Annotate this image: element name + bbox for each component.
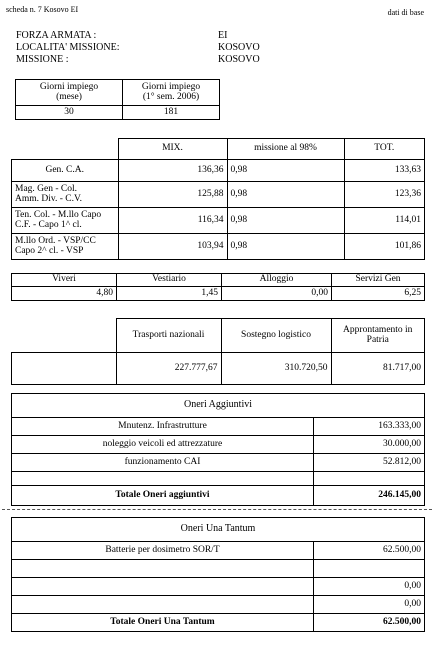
mix-row-label-line2: Capo 2^ cl. - VSP	[15, 245, 84, 256]
alloggio-value: 0,00	[222, 287, 332, 301]
mix-row-tot: 133,63	[344, 160, 425, 182]
oneri-row-label: noleggio veicoli ed attrezzature	[12, 436, 314, 454]
forza-armata-label: FORZA ARMATA :	[16, 30, 97, 41]
oneri-empty-label	[12, 472, 314, 486]
giorni-table	[15, 79, 220, 120]
giorni-mese-header	[16, 80, 123, 106]
m98-header: missione al 98%	[227, 139, 344, 160]
una-tantum-row-value: 0,00	[314, 596, 425, 614]
approntamento-header	[331, 319, 425, 353]
mix-header: MIX.	[118, 139, 227, 160]
mix-row-mix: 103,94	[118, 234, 227, 260]
oneri-row-label: funzionamento CAI	[12, 454, 314, 472]
giorni-sem-header	[123, 80, 220, 106]
vestiario-header: Vestiario	[117, 274, 222, 287]
tot-header: TOT.	[344, 139, 425, 160]
giorni-mese-value: 30	[16, 106, 123, 120]
approntamento-value: 81.717,00	[331, 353, 425, 385]
trasporti-table	[11, 318, 425, 385]
oneri-una-tantum-table	[11, 517, 425, 632]
localita-value: KOSOVO	[218, 42, 260, 53]
giorni-sem-value: 181	[123, 106, 220, 120]
giorni-sem-header-line1: Giorni impiego	[141, 81, 201, 92]
page-header-left: scheda n. 7 Kosovo EI	[6, 5, 79, 14]
mix-row-label	[12, 234, 119, 260]
una-tantum-row-value	[314, 560, 425, 578]
giorni-sem-header-line2: (1° sem. 2006)	[142, 91, 200, 102]
sostegno-header: Sostegno logistico	[221, 319, 331, 353]
forza-armata-value: EI	[218, 30, 228, 41]
mix-row-label-line1: Ten. Col. - M.llo Capo	[15, 209, 102, 220]
una-tantum-row-label: Batterie per dosimetro SOR/T	[12, 542, 314, 560]
trasporti-corner	[12, 319, 117, 353]
trasporti-header: Trasporti nazionali	[116, 319, 221, 353]
trasporti-empty-cell	[12, 353, 117, 385]
servizi-header: Servizi Gen	[332, 274, 425, 287]
missione-label: MISSIONE :	[16, 54, 69, 65]
alloggio-header: Alloggio	[222, 274, 332, 287]
una-tantum-title: Oneri Una Tantum	[12, 518, 425, 542]
oneri-row-value: 30.000,00	[314, 436, 425, 454]
localita-label: LOCALITA' MISSIONE:	[16, 42, 120, 53]
page-header-right: dati di base	[387, 8, 424, 17]
mix-row-m98: 0,98	[227, 160, 344, 182]
mix-row-label	[12, 208, 119, 234]
una-tantum-total-label: Totale Oneri Una Tantum	[12, 614, 314, 632]
viveri-value: 4,80	[12, 287, 117, 301]
mix-row-label-line2: Amm. Div. - C.V.	[15, 193, 83, 204]
viveri-header: Viveri	[12, 274, 117, 287]
una-tantum-row-label	[12, 578, 314, 596]
oneri-aggiuntivi-table	[11, 393, 425, 506]
mix-table	[11, 138, 425, 260]
giorni-mese-header-line1: Giorni impiego	[39, 81, 99, 92]
oneri-row-label: Mnutenz. Infrastrutture	[12, 418, 314, 436]
approntamento-header-line2: Patria	[366, 334, 389, 345]
mix-row-label	[12, 182, 119, 208]
mix-corner	[12, 139, 119, 160]
oneri-row-value: 52.812,00	[314, 454, 425, 472]
vestiario-value: 1,45	[117, 287, 222, 301]
servizi-value: 6,25	[332, 287, 425, 301]
una-tantum-total-value: 62.500,00	[314, 614, 425, 632]
una-tantum-row-value: 62.500,00	[314, 542, 425, 560]
mix-row-mix: 125,88	[118, 182, 227, 208]
mix-row-m98: 0,98	[227, 208, 344, 234]
una-tantum-row-label	[12, 560, 314, 578]
mix-row-tot: 114,01	[344, 208, 425, 234]
oneri-total-value: 246.145,00	[314, 486, 425, 506]
una-tantum-row-label	[12, 596, 314, 614]
mix-row-m98: 0,98	[227, 234, 344, 260]
approntamento-header-line1: Approntamento in	[343, 324, 413, 335]
oneri-total-label: Totale Oneri aggiuntivi	[12, 486, 314, 506]
oneri-empty-value	[314, 472, 425, 486]
mix-row-label-line1: M.llo Ord. - VSP/CC	[15, 235, 96, 246]
mix-row-label-line1: Mag. Gen - Col.	[15, 183, 78, 194]
mix-row-tot: 101,86	[344, 234, 425, 260]
oneri-row-value: 163.333,00	[314, 418, 425, 436]
oneri-aggiuntivi-title: Oneri Aggiuntivi	[12, 394, 425, 418]
mix-row-m98: 0,98	[227, 182, 344, 208]
sostegno-value: 310.720,50	[221, 353, 331, 385]
mix-row-mix: 136,36	[118, 160, 227, 182]
mix-row-mix: 116,34	[118, 208, 227, 234]
mix-row-label-line2: C.F. - Capo 1^ cl.	[15, 219, 82, 230]
una-tantum-row-value: 0,00	[314, 578, 425, 596]
mix-row-tot: 123,36	[344, 182, 425, 208]
missione-value: KOSOVO	[218, 54, 260, 65]
mix-row-label: Gen. C.A.	[12, 160, 119, 182]
viveri-table	[11, 273, 425, 301]
giorni-mese-header-line2: (mese)	[56, 91, 82, 102]
trasporti-value: 227.777,67	[116, 353, 221, 385]
page-divider	[2, 509, 432, 510]
